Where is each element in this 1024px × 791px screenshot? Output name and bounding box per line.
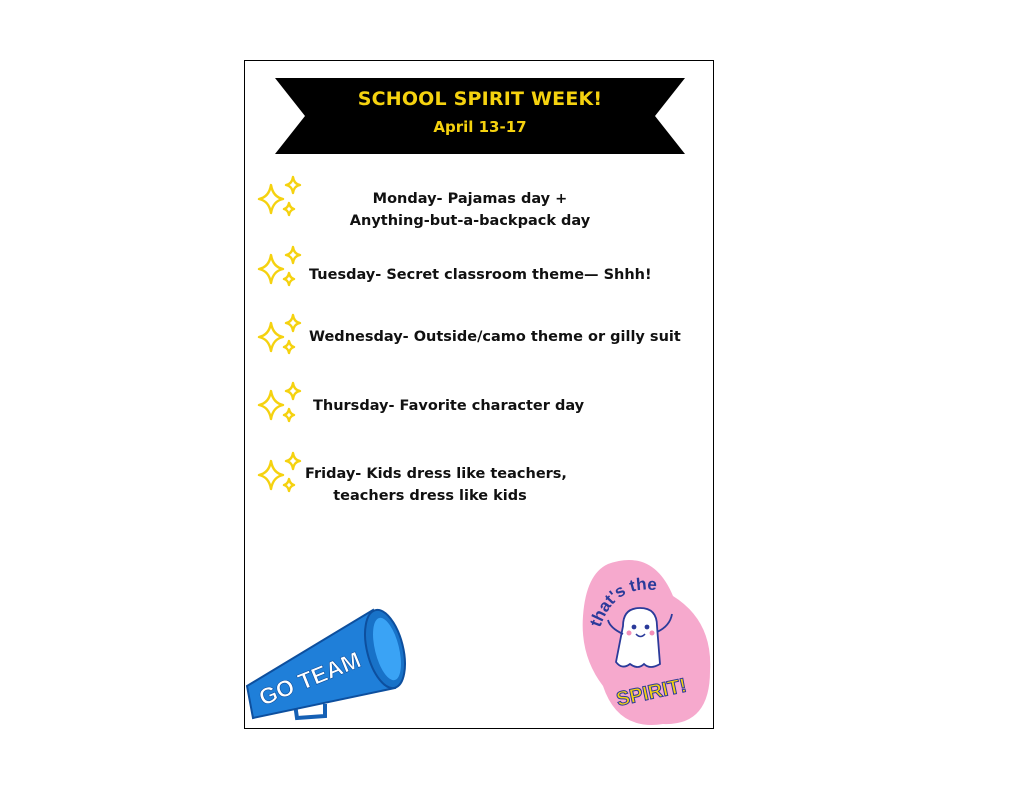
monday-line-2: Anything-but-a-backpack day [349, 213, 591, 229]
sparkle-icon [257, 381, 303, 427]
day-thursday: Thursday- Favorite character day [313, 398, 585, 414]
friday-line-2: teachers dress like kids [333, 488, 527, 504]
monday-line-1: Monday- Pajamas day + [372, 191, 568, 207]
title-banner [275, 78, 685, 154]
friday-line-1: Friday- Kids dress like teachers, [305, 466, 567, 482]
megaphone-label: GO TEAM [255, 646, 365, 711]
day-friday [305, 463, 567, 507]
sticker-top-text: that's the [585, 574, 658, 630]
ghost-sticker [578, 556, 718, 731]
day-tuesday: Tuesday- Secret classroom theme— Shhh! [309, 267, 652, 283]
day-monday [335, 188, 605, 232]
sparkle-icon [257, 175, 303, 221]
sparkle-icon [257, 313, 303, 359]
day-wednesday: Wednesday- Outside/camo theme or gilly suit [309, 329, 681, 345]
sticker-bottom-text: SPIRIT! [614, 674, 689, 711]
sparkle-icon [257, 245, 303, 291]
spirit-week-flyer [244, 60, 714, 729]
date-range: April 13-17 [433, 118, 527, 136]
sparkle-icon [257, 451, 303, 497]
megaphone-icon [245, 606, 420, 726]
page-title: SCHOOL SPIRIT WEEK! [357, 88, 603, 110]
